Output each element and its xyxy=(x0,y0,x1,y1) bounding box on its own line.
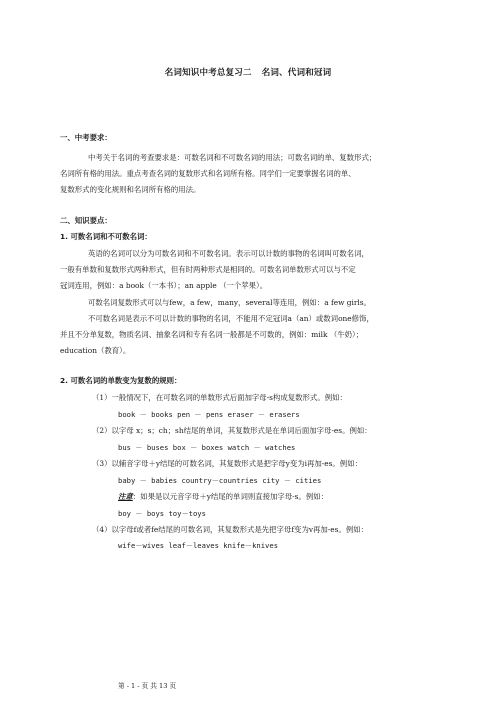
example-line: baby － babies country－countries city － cities xyxy=(118,476,322,485)
example-line: bus － buses box － boxes watch － watches xyxy=(118,443,296,452)
paragraph-line: 冠词连用，例如：a book（一本书）；an apple （一个苹果）。 xyxy=(60,281,268,290)
note-label: 注意 xyxy=(118,492,133,501)
note-text: ：如果是以元音字母＋y结尾的单词则直接加字母-s。例如： xyxy=(132,492,329,501)
paragraph-line: 复数形式的变化规则和名词所有格的用法。 xyxy=(60,185,201,194)
subsection-heading: 2. 可数名词的单数变为复数的规则： xyxy=(60,376,182,385)
section1-heading: 一、中考要求： xyxy=(60,133,112,142)
paragraph-line: 名词所有格的用法。重点考查名词的复数形式和名词所有格。同学们一定要掌握名词的单、 xyxy=(60,169,356,178)
paragraph-line: 中考关于名词的考查要求是：可数名词和不可数名词的用法；可数名词的单、复数形式； xyxy=(88,153,377,162)
page-footer: 第 - 1 - 页 共 13 页 xyxy=(118,682,177,690)
example-line: boy － boys toy－toys xyxy=(118,509,206,518)
example-line: wife－wives leaf－leaves knife－knives xyxy=(118,541,279,550)
example-line: book － books pen － pens eraser － erasers xyxy=(118,410,300,419)
title-main: 名词知识中考总复习二 xyxy=(164,68,252,78)
page-title xyxy=(0,66,496,78)
rule-line: （3）以辅音字母＋y结尾的可数名词，其复数形式是把字母y变为i再加-es。例如： xyxy=(92,459,362,468)
note-line xyxy=(118,492,328,502)
section2-heading: 二、知识要点： xyxy=(60,216,112,225)
rule-line: （2）以字母 x；s；ch；sh结尾的单词，其复数形式是在单词后面加字母-es。例如： xyxy=(92,426,372,435)
rule-line: （1）一般情况下，在可数名词的单数形式后面加字母-s构成复数形式。例如： xyxy=(92,393,347,402)
paragraph-line: 不可数名词是表示不可以计数的事物的名词，不能用不定冠词a（an）或数词one修饰， xyxy=(88,314,374,323)
paragraph-line: 可数名词复数形式可以与few，a few，many，several等连用，例如：a few girls。 xyxy=(88,298,371,307)
paragraph-line: 一般有单数和复数形式两种形式，但有时两种形式是相同的。可数名词单数形式可以与不定 xyxy=(60,265,356,274)
paragraph-line: 并且不分单复数，物质名词、抽象名词和专有名词一般都是不可数的，例如：milk （牛奶）； xyxy=(60,330,364,339)
subsection-heading: 1. 可数名词和不可数名词： xyxy=(60,232,152,241)
title-sub: 名词、代词和冠词 xyxy=(261,68,332,78)
paragraph-line: 英语的名词可以分为可数名词和不可数名词。表示可以计数的事物的名词叫可数名词， xyxy=(88,249,369,258)
paragraph-line: education（教育）。 xyxy=(60,346,131,355)
rule-line: （4）以字母f或者fe结尾的可数名词，其复数形式是先把字母f变为v再加-es。例如： xyxy=(92,525,369,534)
